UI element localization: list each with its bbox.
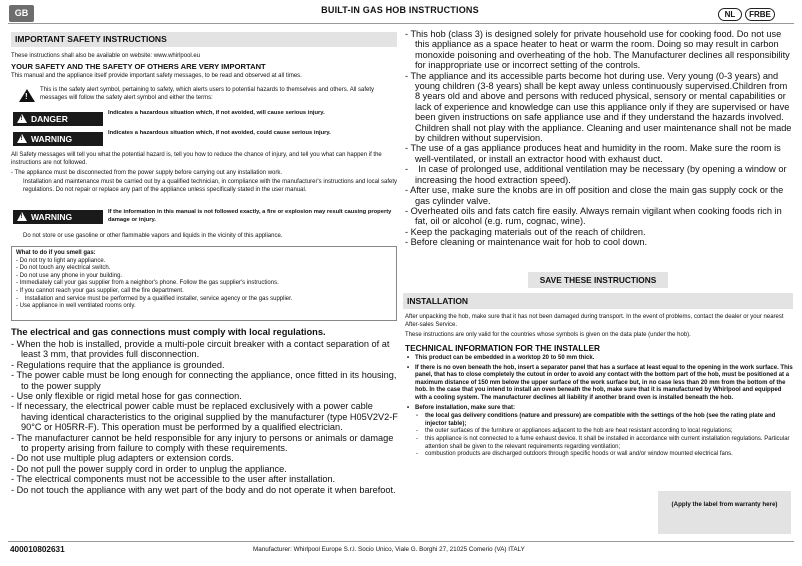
warranty-label-area: (Apply the label from warranty here) [658,491,791,534]
usage-item: - After use, make sure the knobs are in off position and close the main gas supply cock or the gas cylinder valve. [405,185,784,206]
usage-item: - This hob (class 3) is designed solely for private household use for cooking food. Do not use this appliance as a space heater to heat or warm the room. Doing so may result in carbon monoxide poisoning and overheating of the hob. The Manufacturer declines all responsibility for inappropriate use or incorrect setting of the controls. [405,29,790,71]
usage-item: - In case of prolonged use, additional ventilation may be necessary (by opening a window or increasing the hood extraction speed). [405,164,790,185]
installation-intro: After unpacking the hob, make sure that it has not been damaged during transport. In the event of problems, contact the dealer or your nearest After-sales Service. [405,314,784,328]
usage-item: - Before cleaning or maintenance wait for hob to cool down. [405,237,648,248]
technical-info-heading: TECHNICAL INFORMATION FOR THE INSTALLER [405,343,600,353]
manual-note: This manual and the appliance itself provide important safety messages, to be read and observed at all times. [11,73,302,79]
no-gasoline-text: Do not store or use gasoline or other flammable vapors and liquids in the vicinity of this appliance. [23,233,283,239]
technical-info-list [405,355,793,459]
language-pill-frbe: FRBE [745,8,775,21]
electrical-heading: The electrical and gas connections must comply with local regulations. [11,327,326,337]
before-item: - this appliance is not connected to a fume exhaust device. It shall be installed in accordance with current installation regulations. Particular attention shall be given to the relevant requirements regarding ventilation; [405,436,793,451]
warning-triangle-icon [17,134,27,143]
smell-gas-item: - Installation and service must be performed by a qualified installer, service agency or the gas supplier. [16,295,293,302]
before-installation-heading: • Before installation, make sure that: [405,405,793,413]
electrical-item: - Do not touch the appliance with any wet part of the body and do not operate it when barefoot. [11,484,396,495]
warning-triangle-icon [17,212,27,221]
electrical-item: - The electrical components must not be accessible to the user after installation. [11,474,336,485]
worktop-note: • This product can be embedded in a worktop 20 to 50 mm thick. [405,355,793,363]
electrical-list [11,339,401,495]
warning2-label-text: WARNING [31,212,73,222]
document-title: BUILT-IN GAS HOB INSTRUCTIONS [321,5,479,15]
website-note: These instructions shall also be available on website: www.whirlpool.eu [11,53,201,59]
installation-work-text: Installation and maintenance must be carried out by a qualified technician, in compliance with the manufacturer's instructions and local safety regulations. Do not repair or replace any part of the appliance unless specifically stated in the user manual. [23,179,398,193]
smell-gas-item: - Do not use any phone in your building. [16,272,123,279]
warning-description: Indicates a hazardous situation which, if not avoided, could cause serious injury. [108,130,331,136]
safety-section-header: IMPORTANT SAFETY INSTRUCTIONS [11,32,397,47]
alert-symbol-text: This is the safety alert symbol, pertaining to safety, which alerts users to potential hazards to themselves and others. All safety messages will follow the safety alert symbol and either the terms: [40,87,375,101]
warning-label-text: WARNING [31,134,73,144]
electrical-item: - If necessary, the electrical power cable must be replaced exclusively with a power cable having identical characteristics to the original supplied by the manufacturer (type H05V2V2-F 90°C or H05RR-F). This operation must be performed by a qualified electrician. [11,401,398,433]
footer-divider [8,541,794,542]
smell-gas-title: What to do if you smell gas: [16,250,96,256]
usage-item: - Keep the packaging materials out of the reach of children. [405,226,646,237]
manufacturer-address: Manufacturer: Whirlpool Europe S.r.l. Socio Unico, Viale G. Borghi 27, 21025 Comerio (VA) ITALY [253,546,525,553]
header-divider [8,23,794,24]
warning2-label [13,210,103,224]
installation-validity: These instructions are only valid for the countries whose symbols is given on the data plate (under the hob). [405,332,691,338]
smell-gas-item: - Use appliance in well ventilated rooms only. [16,303,136,310]
save-instructions-banner: SAVE THESE INSTRUCTIONS [528,272,668,288]
before-item: - the outer surfaces of the furniture or appliances adjacent to the hob are heat resistant according to local regulations; [405,428,793,436]
electrical-item: - The power cable must be long enough for connecting the appliance, once fitted in its housing, to the power supply [11,370,397,391]
your-safety-heading: YOUR SAFETY AND THE SAFETY OF OTHERS ARE VERY IMPORTANT [11,62,266,71]
product-code: 400010802631 [10,545,65,554]
usage-item: - Overheated oils and fats catch fire easily. Always remain vigilant when cooking foods rich in fat, oil or alcohol (e.g. rum, cognac, wine). [405,205,782,227]
all-messages-text: All Safety messages will tell you what the potential hazard is, tell you how to reduce the chance of injury, and tell you what can happen if the instructions are not followed. [11,152,382,166]
electrical-item: - The manufacturer cannot be held responsible for any injury to persons or animals or damage to property arising from failure to comply with these requirements. [11,432,394,454]
electrical-item: - Use only flexible or rigid metal hose for gas connection. [11,391,242,402]
electrical-item: - Do not use multiple plug adapters or extension cords. [11,453,234,464]
before-item: - combustion products are discharged outdoors through specific hoods or wall and/or window mounted electrical fans. [405,451,793,459]
usage-list [405,29,793,248]
warning-triangle-icon [17,114,27,123]
language-pill-nl: NL [718,8,742,21]
usage-item: - The appliance and its accessible parts become hot during use. Very young (0-3 years) and young children (3-8 years) shall be kept away unless continuously supervised.Children from 8 years old and above and persons with reduced physical, sensory or mental capabilities or lack of experience and knowledge can use this appliance only if they are supervised or have been given instructions on safe appliance use and if they understand the hazards involved. Children shall not play with the appliance. Cleaning and user maintenance shall not be made by children without supervision. [405,70,792,144]
electrical-item: - When the hob is installed, provide a multi-pole circuit breaker with a contact separation of at least 3 mm, that provides full disconnection. [11,339,390,360]
disconnect-text: - The appliance must be disconnected from the power supply before carrying out any installation work. [11,170,283,176]
smell-gas-item: - Do not try to light any appliance. [16,257,106,264]
warning2-description: If the information in this manual is not followed exactly, a fire or explosion may result causing property damage or injury. [108,209,392,223]
electrical-item: - Regulations require that the appliance is grounded. [11,359,225,370]
smell-gas-item: - If you cannot reach your gas supplier, call the fire department. [16,287,184,294]
smell-gas-item: - Immediately call your gas supplier from a neighbor's phone. Follow the gas supplier's instructions. [16,280,279,287]
oven-separator-note: • If there is no oven beneath the hob, insert a separator panel that has a surface at least equal to the opening in the work surface. This panel, that has to close completely the cutout in order to avoid any contact with the bottom part of the hob, must be positioned at a maximum distance of 150 mm below the upper surface of the work surface but, in no case less than 20 mm from the bottom of the hob. In the case that you intend to install an oven beneath the hob, make sure that it is manufactured by Whirlpool and equipped with a cooling system. The manufacturer declines all liability if another brand oven is installed beneath the hob. [405,365,793,403]
language-badge-gb: GB [9,5,34,22]
before-item: - the local gas delivery conditions (nature and pressure) are compatible with the settings of the hob (see the rating plate and injector table); [405,413,793,428]
smell-gas-item: - Do not touch any electrical switch. [16,265,111,272]
danger-label [13,112,103,126]
danger-description: Indicates a hazardous situation which, if not avoided, will cause serious injury. [108,110,325,116]
electrical-item: - Do not pull the power supply cord in order to unplug the appliance. [11,463,287,474]
safety-alert-icon: ! [19,89,35,102]
usage-item: - The use of a gas appliance produces heat and humidity in the room. Make sure the room is well-ventilated, or install an extractor hood with exhaust duct. [405,143,781,164]
installation-section-header: INSTALLATION [403,293,793,309]
warning-label [13,132,103,146]
smell-gas-box [11,246,397,321]
danger-label-text: DANGER [31,114,68,124]
